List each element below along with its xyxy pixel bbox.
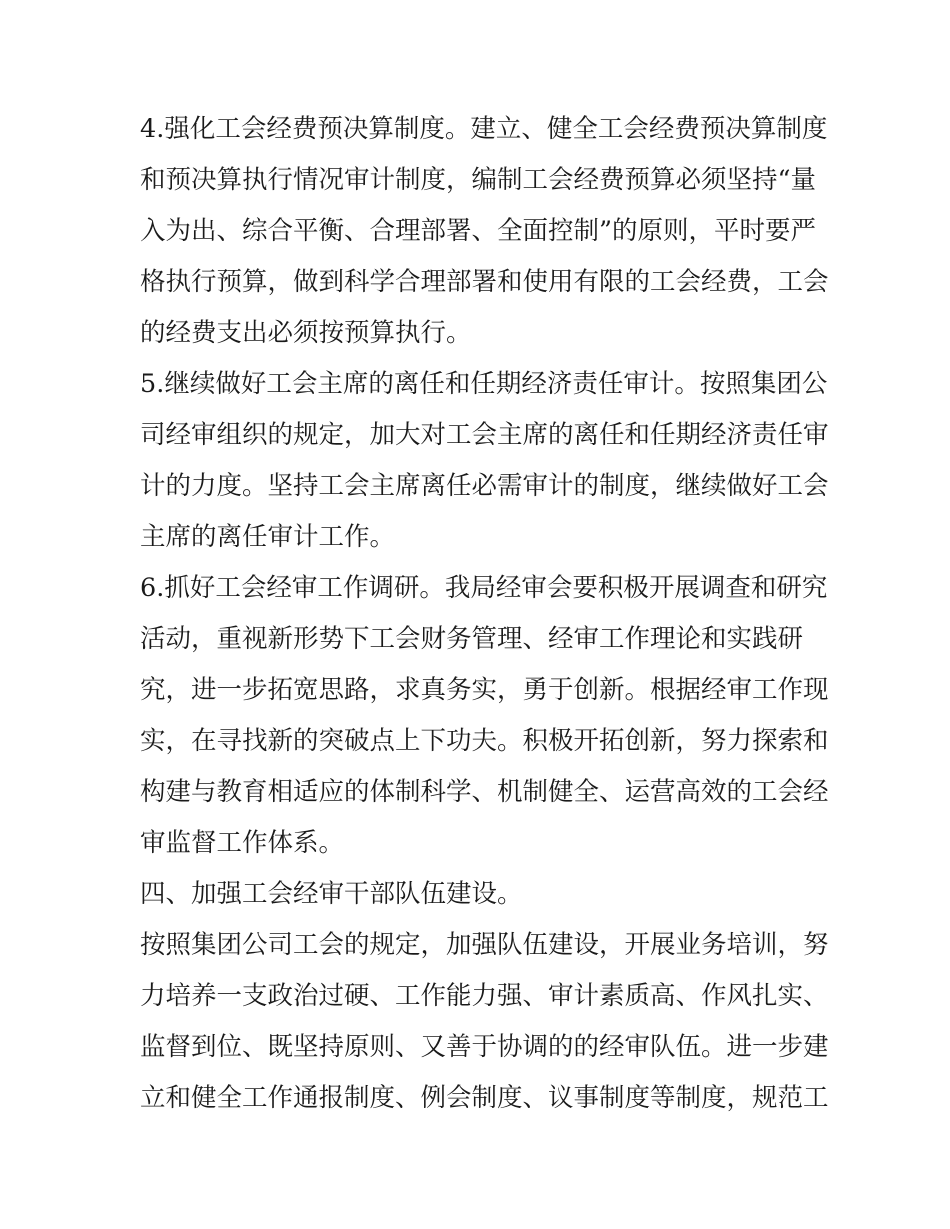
text-line: 按照集团公司工会的规定，加强队伍建设，开展业务培训，努 xyxy=(140,930,829,960)
text-line: 构建与教育相适应的体制科学、机制健全、运营高效的工会经 xyxy=(140,777,829,807)
text-line: 立和健全工作通报制度、例会制度、议事制度等制度，规范工 xyxy=(140,1083,829,1113)
text-line: 司经审组织的规定，加大对工会主席的离任和任期经济责任审 xyxy=(140,420,829,450)
section-heading: 四、加强工会经审干部队伍建设。 xyxy=(140,879,523,909)
text-line: 5.继续做好工会主席的离任和任期经济责任审计。按照集团公 xyxy=(140,369,828,399)
text-line: 主席的离任审计工作。 xyxy=(140,522,396,552)
text-line: 4.强化工会经费预决算制度。建立、健全工会经费预决算制度 xyxy=(140,114,828,144)
text-line: 审监督工作体系。 xyxy=(140,828,345,858)
text-line: 活动，重视新形势下工会财务管理、经审工作理论和实践研 xyxy=(140,624,804,654)
text-line: 力培养一支政治过硬、工作能力强、审计素质高、作风扎实、 xyxy=(140,981,829,1011)
text-line: 的经费支出必须按预算执行。 xyxy=(140,318,472,348)
text-line: 和预决算执行情况审计制度，编制工会经费预算必须坚持“量 xyxy=(140,165,817,195)
text-line: 入为出、综合平衡、合理部署、全面控制”的原则，平时要严 xyxy=(140,216,817,246)
text-line: 监督到位、既坚持原则、又善于协调的的经审队伍。进一步建 xyxy=(140,1032,829,1062)
text-line: 究，进一步拓宽思路，求真务实，勇于创新。根据经审工作现 xyxy=(140,675,829,705)
document-body xyxy=(140,104,829,1124)
text-line: 格执行预算，做到科学合理部署和使用有限的工会经费，工会 xyxy=(140,267,829,297)
text-line: 实，在寻找新的突破点上下功夫。积极开拓创新，努力探索和 xyxy=(140,726,829,756)
text-line: 6.抓好工会经审工作调研。我局经审会要积极开展调查和研究 xyxy=(140,573,828,603)
text-line: 计的力度。坚持工会主席离任必需审计的制度，继续做好工会 xyxy=(140,471,829,501)
